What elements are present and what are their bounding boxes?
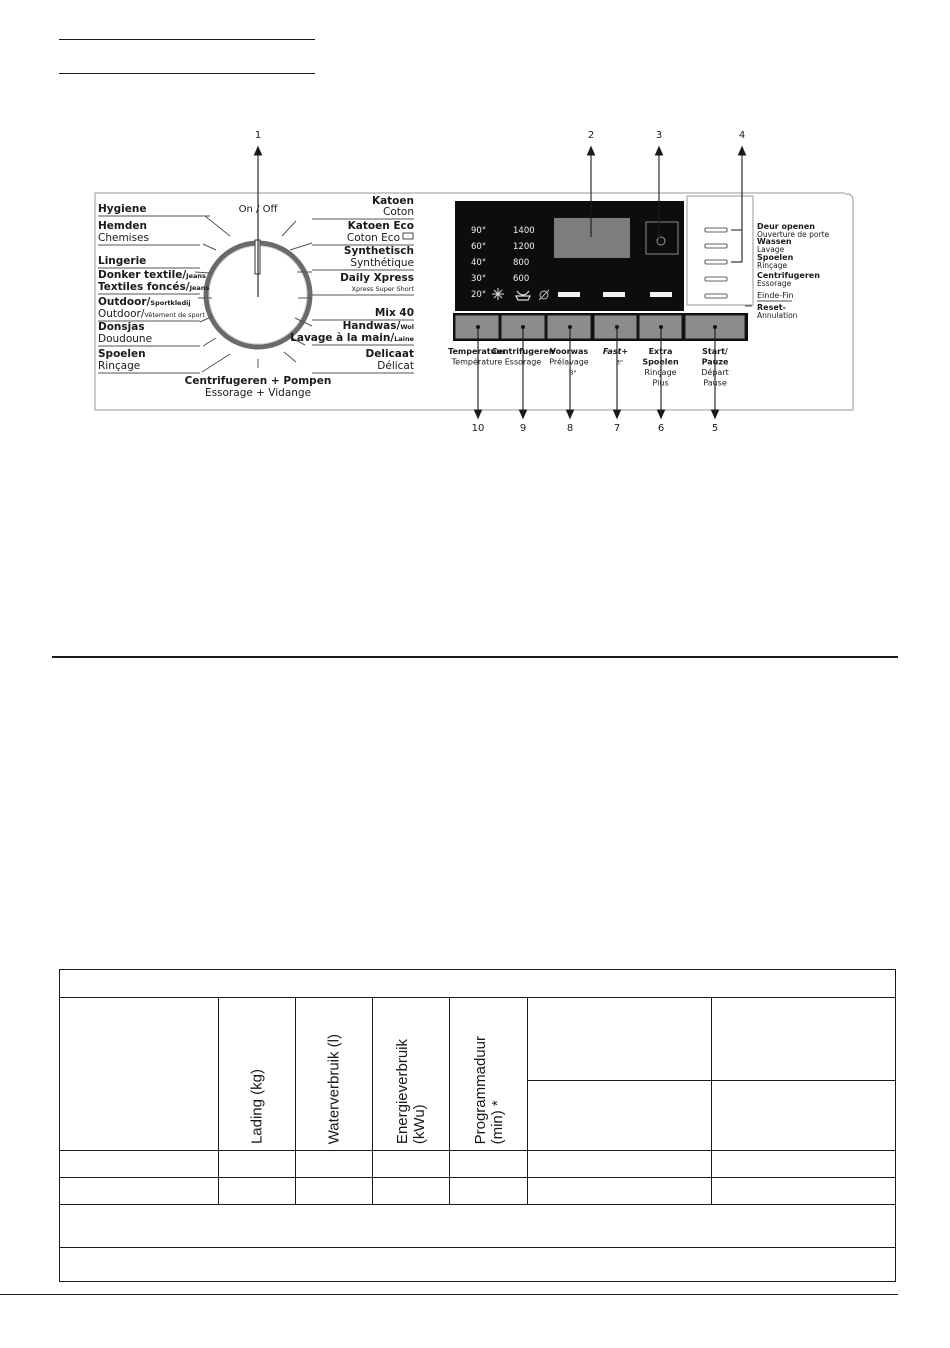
status-led (705, 228, 727, 232)
button-label: Fast+ (602, 347, 629, 356)
button-label: Plus (652, 378, 669, 388)
status-led (705, 294, 727, 298)
callout-number: 9 (519, 423, 527, 434)
spin-speed-option: 1200 (513, 242, 535, 252)
status-led (705, 260, 727, 264)
dial-program-left: Hemden (98, 220, 147, 232)
dial-program-left: Donsjas (98, 321, 145, 333)
button-label: Centrifugeren (491, 347, 555, 356)
callout-number: 3 (655, 130, 663, 141)
button-label: Température (451, 357, 503, 367)
status-label: Deur openen (757, 222, 815, 231)
spin-speed-option: 600 (513, 274, 530, 284)
dial-program-left: Spoelen (98, 348, 146, 360)
dial-program-left: Outdoor/Sportkledij (98, 296, 191, 308)
header-programmaduur: Programmaduur (min) * (450, 998, 528, 1151)
status-label: Spoelen (757, 253, 794, 262)
dial-program-right-fr: Coton Eco (346, 232, 400, 244)
spec-table (59, 969, 896, 1282)
status-label-fr: Rinçage (757, 261, 788, 270)
button-label: 3" (569, 369, 577, 377)
status-panel (687, 196, 753, 305)
dial-program-left: Hygiene (98, 203, 147, 215)
dial-program-right-fr: Xpress Super Short (351, 285, 414, 293)
callout-number: 4 (738, 130, 746, 141)
dial-program-bottom: Centrifugeren + Pompen (184, 375, 332, 387)
status-label-fr: Ouverture de porte (757, 230, 830, 239)
button-label: Extra (648, 347, 673, 356)
dial-program-right: Delicaat (365, 348, 414, 360)
dial-program-left-fr: Rinçage (98, 360, 141, 372)
eco-icon (403, 233, 413, 239)
dial-program-right: Mix 40 (374, 307, 414, 319)
callout-number: 8 (566, 423, 574, 434)
button-label: Pauze (701, 357, 729, 367)
callout-number: 6 (657, 423, 665, 434)
dial-program-right-fr: Coton (383, 206, 414, 218)
button-label: Voorwas (549, 347, 589, 356)
dial-program-right: Katoen (371, 195, 414, 207)
callout-number: 7 (613, 423, 621, 434)
table-note-row (60, 1248, 896, 1282)
button-label: Spoelen (642, 357, 679, 367)
footer-rule (0, 1294, 898, 1295)
dial-program-right: Katoen Eco (347, 220, 414, 232)
header-energieverbruik: Energieverbruik (kWu) (373, 998, 450, 1151)
callout-number: 1 (254, 130, 262, 141)
dial-program-bottom-fr: Essorage + Vidange (204, 387, 312, 399)
table-note-row (60, 1205, 896, 1248)
spin-speed-option: 800 (513, 258, 530, 268)
temperature-option: 20° (471, 290, 487, 300)
status-label-fr: Essorage (757, 279, 792, 288)
callout-number: 10 (471, 423, 485, 434)
status-label: Wassen (757, 237, 792, 246)
dial-program-right-fr: Synthétique (350, 257, 414, 269)
button-label: Pause (703, 378, 727, 388)
function-buttons (455, 315, 745, 339)
status-label: Reset- (757, 303, 786, 312)
table-title-row (60, 970, 896, 998)
dial-program-left-fr: Doudoune (98, 333, 153, 345)
table-row (60, 1151, 896, 1178)
button-label: 3" (615, 358, 624, 367)
button-label: Start/ (702, 347, 728, 356)
button-label: Rinçage (644, 368, 677, 377)
status-label: Einde-Fin (757, 291, 794, 300)
option-indicator-2 (603, 292, 625, 297)
dial-program-right: Handwas/Wol (342, 320, 414, 332)
temperature-option: 40° (471, 258, 487, 268)
temperature-option: 90° (471, 226, 487, 236)
temperature-option: 60° (471, 242, 487, 252)
option-indicator-3 (650, 292, 672, 297)
status-leds (705, 228, 727, 298)
spin-speed-option: 1400 (513, 226, 535, 236)
dial-program-left-fr: Outdoor/Vêtement de sport (98, 308, 205, 320)
callout-number: 2 (587, 130, 595, 141)
status-label-fr: Lavage (757, 245, 785, 254)
dial-program-right: Synthetisch (343, 245, 414, 257)
status-label-fr: Annulation (757, 311, 798, 320)
lcd-window (554, 218, 630, 258)
table-row (60, 1178, 896, 1205)
header-waterverbruik: Waterverbruik (l) (296, 998, 373, 1151)
table-header-row (60, 998, 896, 1081)
header-lading: Lading (kg) (219, 998, 296, 1151)
status-led (705, 244, 727, 248)
option-indicator-1 (558, 292, 580, 297)
temperature-option: 30° (471, 274, 487, 284)
dial-program-left: Donker textile/Jeans (98, 269, 206, 281)
door-lock-window (646, 222, 678, 254)
status-bracket (731, 230, 742, 262)
dial-program-left: Lingerie (98, 255, 147, 267)
button-label: Départ (701, 368, 729, 377)
on-off-label: On / Off (238, 204, 278, 215)
dial-program-left-fr: Textiles foncés/Jeans (98, 281, 210, 293)
button-label: Essorage (504, 357, 542, 367)
section-rule (52, 656, 898, 658)
button-label: Temperatuur (448, 347, 506, 356)
dial-program-right-fr: Lavage à la main/Laine (290, 332, 414, 344)
dial-program-right: Daily Xpress (340, 272, 414, 284)
callout-number: 5 (711, 423, 719, 434)
status-led (705, 277, 727, 281)
dial-program-right-fr: Délicat (377, 360, 414, 372)
status-label: Centrifugeren (757, 271, 820, 280)
dial-program-left-fr: Chemises (98, 232, 149, 244)
button-label: Prélavage (549, 357, 589, 367)
